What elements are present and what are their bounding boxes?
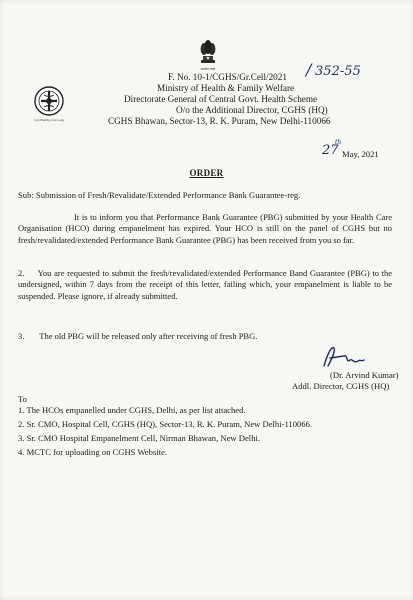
distribution-item-3: 3. Sr. CMO Hospital Empanelment Cell, Nirman Bhawan, New Delhi. <box>18 433 261 443</box>
office-name: O/o the Additional Director, CGHS (HQ) <box>176 105 328 115</box>
body-paragraph-3: 3. The old PBG will be released only after receiving of fresh PBG. <box>18 331 258 341</box>
handwritten-date-suffix: th <box>335 139 342 146</box>
to-label: To <box>18 394 27 404</box>
order-title: ORDER <box>189 168 224 178</box>
distribution-item-4: 4. MCTC for uploading on CGHS Website. <box>18 447 168 457</box>
distribution-item-2: 2. Sr. CMO, Hospital Cell, CGHS (HQ), Sector-13, R. K. Puram, New Delhi-110066. <box>18 419 313 429</box>
ministry-name: Ministry of Health & Family Welfare <box>157 83 295 93</box>
file-number: F. No. 10-1/CGHS/Gr.Cell/2021 <box>168 72 287 82</box>
subject-line: Sub: Submission of Fresh/Revalidate/Extended Performance Bank Guarantee-reg. <box>18 190 301 200</box>
cghs-logo-tagline: Live Healthy, Live Long <box>34 118 64 122</box>
handwritten-reference: 352-55 <box>315 64 361 79</box>
distribution-item-1: 1. The HCOs empanelled under CGHS, Delhi, as per list attached. <box>18 405 246 415</box>
national-emblem-icon <box>198 38 218 66</box>
office-address: CGHS Bhawan, Sector-13, R. K. Puram, New Delhi-110066 <box>108 116 331 126</box>
body-paragraph-2: 2. You are requested to submit the fresh/revalidated/extended Performance Band Guarantee (PBG) to the undersigned, within 7 days from the receipt of this letter, failing which, your empanelment is liable to be suspended. Please ignore, if already submitted. <box>18 268 392 301</box>
printed-date: May, 2021 <box>342 149 379 159</box>
handwritten-slash: / <box>306 60 312 79</box>
cghs-logo-icon <box>34 86 64 116</box>
signatory-name: (Dr. Arvind Kumar) <box>330 370 399 380</box>
signature-icon <box>318 342 366 370</box>
body-paragraph-1: It is to inform you that Performance Bank Guarantee (PBG) submitted by your Health Care Organisation (HCO) during empanelment has expired. Your HCO is still on the panel of CGHS but no fresh/revalidated/extended Performance Bank Guarantee (PBG) has been received from you so far. <box>18 212 392 245</box>
signatory-designation: Addl. Director, CGHS (HQ) <box>292 381 390 391</box>
emblem-caption: सत्यमेव जयते <box>200 67 216 71</box>
directorate-name: Directorate General of Central Govt. Health Scheme <box>124 94 318 104</box>
handwritten-date-day: 27 <box>322 143 339 158</box>
